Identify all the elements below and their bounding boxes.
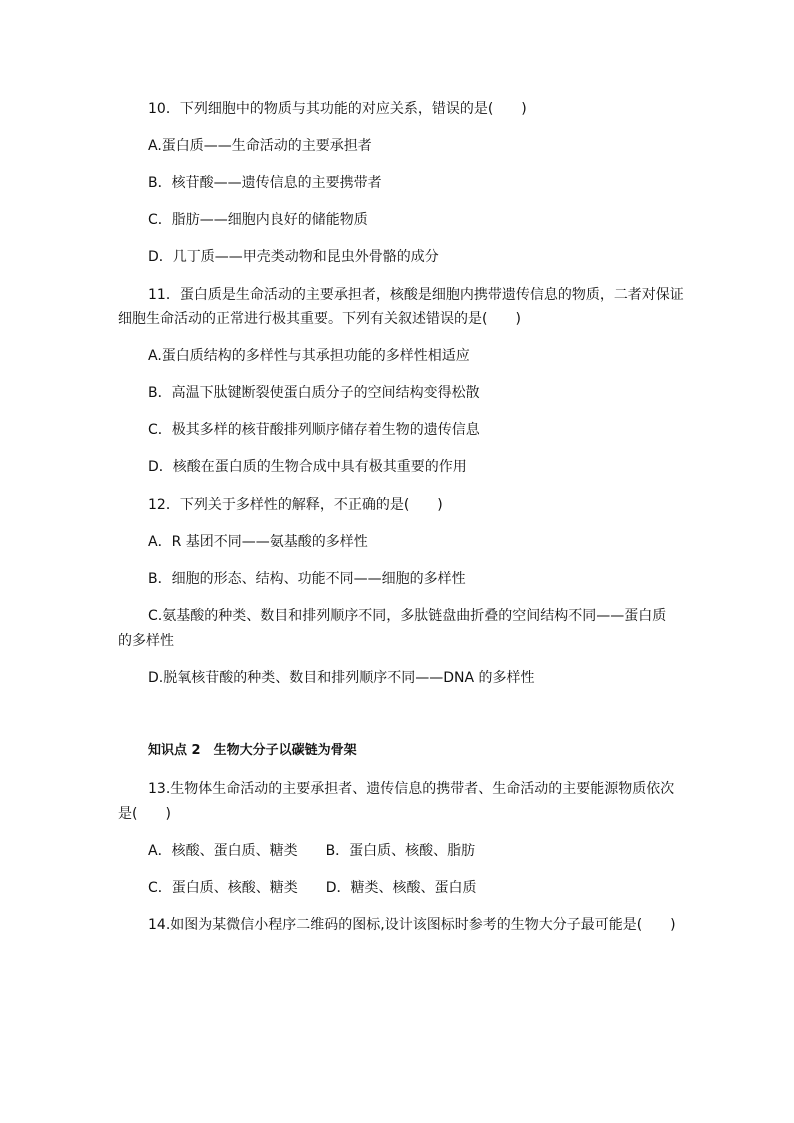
q12-stem: 12．下列关于多样性的解释，不正确的是( ) — [148, 497, 443, 513]
q11-option-b: B．高温下肽键断裂使蛋白质分子的空间结构变得松散 — [148, 385, 480, 401]
q13-stem-line1: 13.生物体生命活动的主要承担者、遗传信息的携带者、生命活动的主要能源物质依次 — [148, 781, 675, 797]
q11-option-c: C．极其多样的核苷酸排列顺序储存着生物的遗传信息 — [148, 422, 480, 438]
q13-options-row1: A．核酸、蛋白质、糖类 B．蛋白质、核酸、脂肪 — [148, 843, 476, 859]
q12-option-d: D.脱氧核苷酸的种类、数目和排列顺序不同——DNA 的多样性 — [148, 670, 535, 686]
q10-option-b: B．核苷酸——遗传信息的主要携带者 — [148, 175, 382, 191]
q13-stem-line2: 是( ) — [118, 806, 171, 822]
q10-option-a: A.蛋白质——生命活动的主要承担者 — [148, 138, 372, 154]
section-heading: 知识点 2 生物大分子以碳链为骨架 — [148, 743, 357, 758]
q12-option-c-line2: 的多样性 — [118, 633, 174, 649]
q11-option-a: A.蛋白质结构的多样性与其承担功能的多样性相适应 — [148, 348, 470, 364]
q14-stem: 14.如图为某微信小程序二维码的图标,设计该图标时参考的生物大分子最可能是( ) — [148, 917, 676, 933]
q12-option-b: B．细胞的形态、结构、功能不同——细胞的多样性 — [148, 571, 466, 587]
q11-option-d: D．核酸在蛋白质的生物合成中具有极其重要的作用 — [148, 459, 467, 475]
q10-option-d: D．几丁质——甲壳类动物和昆虫外骨骼的成分 — [148, 249, 439, 265]
q10-option-c: C．脂肪——细胞内良好的储能物质 — [148, 212, 368, 228]
q11-stem-line2: 细胞生命活动的正常进行极其重要。下列有关叙述错误的是( ) — [118, 311, 521, 327]
q12-option-a: A．R 基团不同——氨基酸的多样性 — [148, 534, 368, 550]
q11-stem-line1: 11．蛋白质是生命活动的主要承担者，核酸是细胞内携带遗传信息的物质，二者对保证 — [148, 287, 684, 303]
q10-stem: 10．下列细胞中的物质与其功能的对应关系，错误的是( ) — [148, 101, 527, 117]
q12-option-c-line1: C.氨基酸的种类、数目和排列顺序不同，多肽链盘曲折叠的空间结构不同——蛋白质 — [148, 608, 667, 624]
q13-options-row2: C．蛋白质、核酸、糖类 D．糖类、核酸、蛋白质 — [148, 880, 477, 896]
